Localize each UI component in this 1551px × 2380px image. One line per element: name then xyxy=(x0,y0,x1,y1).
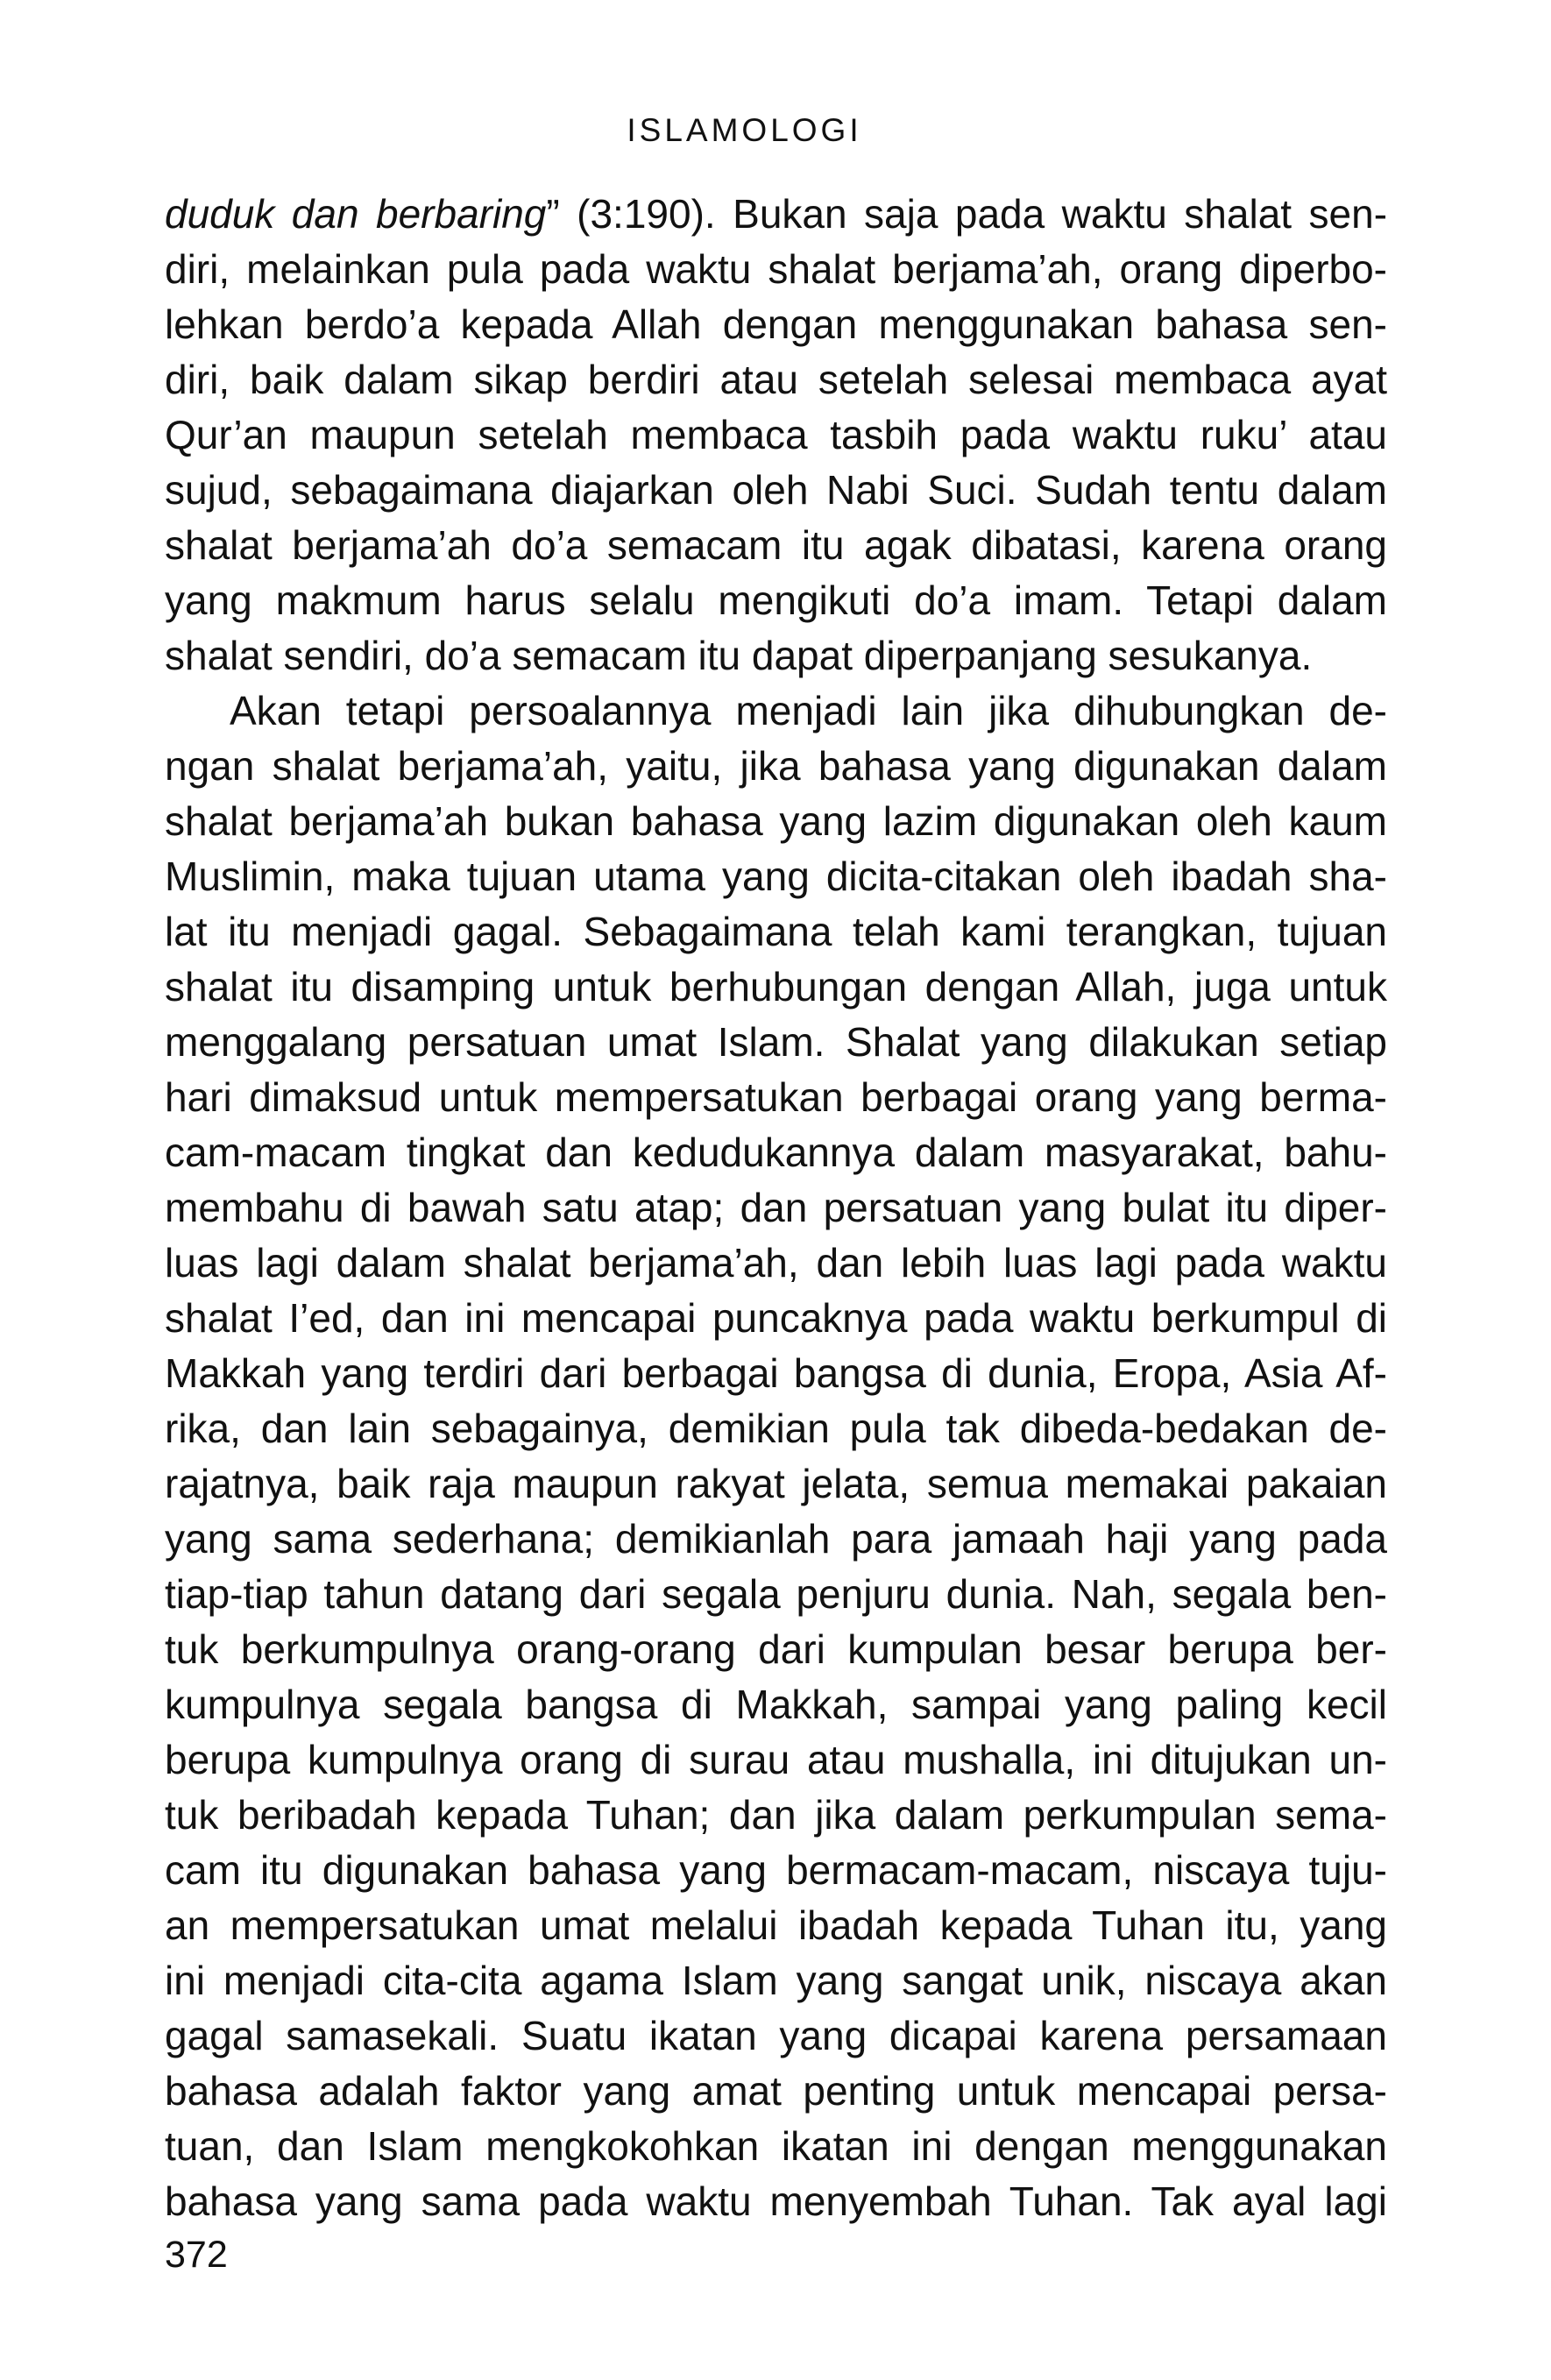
text-segment: Makkah yang terdiri dari berbagai bangsa di dunia, Eropa, Asia Af- xyxy=(165,1350,1387,1396)
running-header: ISLAMOLOGI xyxy=(627,112,862,148)
text-segment: ngan shalat berjama’ah, yaitu, jika bahasa yang digunakan dalam xyxy=(165,743,1387,789)
text-line xyxy=(165,518,1387,573)
text-line xyxy=(165,684,1387,739)
text-segment: shalat itu disamping untuk berhubungan dengan Allah, juga untuk xyxy=(165,964,1387,1009)
text-line xyxy=(165,1346,1387,1401)
text-line xyxy=(165,2008,1387,2064)
text-line xyxy=(165,187,1387,242)
text-line xyxy=(165,2174,1387,2229)
text-segment: hari dimaksud untuk mempersatukan berbagai orang yang berma- xyxy=(165,1074,1387,1120)
text-line xyxy=(165,1512,1387,1567)
text-line xyxy=(165,2119,1387,2174)
text-segment: rajatnya, baik raja maupun rakyat jelata, semua memakai pakaian xyxy=(165,1461,1387,1506)
text-line xyxy=(165,1622,1387,1677)
text-segment: cam-macam tingkat dan kedudukannya dalam masyarakat, bahu- xyxy=(165,1130,1387,1175)
text-line xyxy=(165,1236,1387,1291)
text-segment: Muslimin, maka tujuan utama yang dicita-citakan oleh ibadah sha- xyxy=(165,854,1387,899)
text-segment: luas lagi dalam shalat berjama’ah, dan lebih luas lagi pada waktu xyxy=(165,1240,1387,1286)
text-line xyxy=(165,1843,1387,1898)
text-segment: ” (3:190). Bukan saja pada waktu shalat sen- xyxy=(546,191,1388,237)
text-line xyxy=(165,794,1387,849)
text-segment: diri, melainkan pula pada waktu shalat berjama’ah, orang diperbo- xyxy=(165,246,1387,292)
text-line xyxy=(165,297,1387,352)
text-line xyxy=(165,1456,1387,1512)
text-line xyxy=(165,1567,1387,1622)
text-line xyxy=(165,1180,1387,1236)
text-line xyxy=(165,960,1387,1015)
text-segment: sujud, sebagaimana diajarkan oleh Nabi Suci. Sudah tentu dalam xyxy=(165,467,1387,513)
text-segment: lat itu menjadi gagal. Sebagaimana telah kami terangkan, tujuan xyxy=(165,909,1387,954)
text-segment: Akan tetapi persoalannya menjadi lain jika dihubungkan de- xyxy=(230,688,1387,733)
text-segment: gagal samasekali. Suatu ikatan yang dicapai karena persamaan xyxy=(165,2013,1387,2058)
text-line xyxy=(165,1732,1387,1788)
text-segment: bahasa yang sama pada waktu menyembah Tuhan. Tak ayal lagi xyxy=(165,2178,1387,2224)
text-line xyxy=(165,1291,1387,1346)
text-line xyxy=(165,352,1387,407)
text-line xyxy=(165,1788,1387,1843)
text-segment: shalat sendiri, do’a semacam itu dapat diperpanjang sesukanya. xyxy=(165,633,1313,678)
text-line xyxy=(165,242,1387,297)
text-line xyxy=(165,904,1387,960)
text-segment: yang makmum harus selalu mengikuti do’a imam. Tetapi dalam xyxy=(165,577,1387,623)
text-line xyxy=(165,463,1387,518)
text-line xyxy=(165,1677,1387,1732)
text-line xyxy=(165,1070,1387,1125)
text-line xyxy=(165,573,1387,628)
text-line xyxy=(165,1401,1387,1456)
text-segment: kumpulnya segala bangsa di Makkah, sampai yang paling kecil xyxy=(165,1682,1387,1727)
text-segment: tuan, dan Islam mengkokohkan ikatan ini dengan menggunakan xyxy=(165,2123,1387,2169)
text-segment: tuk beribadah kepada Tuhan; dan jika dalam perkumpulan sema- xyxy=(165,1792,1387,1838)
page-body-text xyxy=(165,187,1387,2229)
text-line xyxy=(165,1953,1387,2008)
text-segment: bahasa adalah faktor yang amat penting untuk mencapai persa- xyxy=(165,2068,1387,2114)
text-segment: an mempersatukan umat melalui ibadah kepada Tuhan itu, yang xyxy=(165,1902,1387,1948)
text-line xyxy=(165,1898,1387,1953)
text-line xyxy=(165,2064,1387,2119)
page-number: 372 xyxy=(165,2234,228,2276)
text-segment: rika, dan lain sebagainya, demikian pula tak dibeda-bedakan de- xyxy=(165,1406,1387,1451)
text-segment: membahu di bawah satu atap; dan persatuan yang bulat itu diper- xyxy=(165,1185,1387,1230)
text-segment: shalat I’ed, dan ini mencapai puncaknya pada waktu berkumpul di xyxy=(165,1295,1387,1341)
text-line xyxy=(165,407,1387,463)
text-line xyxy=(165,849,1387,904)
text-segment: Qur’an maupun setelah membaca tasbih pada waktu ruku’ atau xyxy=(165,412,1387,457)
italic-text-segment: duduk dan berbaring xyxy=(165,191,547,237)
text-segment: ini menjadi cita-cita agama Islam yang sangat unik, niscaya akan xyxy=(165,1958,1387,2003)
text-line xyxy=(165,1015,1387,1070)
text-line xyxy=(165,739,1387,794)
text-line xyxy=(165,1125,1387,1180)
text-segment: tiap-tiap tahun datang dari segala penjuru dunia. Nah, segala ben- xyxy=(165,1571,1387,1617)
text-segment: diri, baik dalam sikap berdiri atau setelah selesai membaca ayat xyxy=(165,357,1387,402)
text-segment: cam itu digunakan bahasa yang bermacam-macam, niscaya tuju- xyxy=(165,1847,1387,1893)
text-segment: shalat berjama’ah bukan bahasa yang lazim digunakan oleh kaum xyxy=(165,798,1387,844)
text-segment: lehkan berdo’a kepada Allah dengan menggunakan bahasa sen- xyxy=(165,301,1387,347)
text-segment: yang sama sederhana; demikianlah para jamaah haji yang pada xyxy=(165,1516,1387,1562)
text-segment: shalat berjama’ah do’a semacam itu agak dibatasi, karena orang xyxy=(165,522,1387,568)
text-segment: berupa kumpulnya orang di surau atau mushalla, ini ditujukan un- xyxy=(165,1737,1387,1782)
text-segment: tuk berkumpulnya orang-orang dari kumpulan besar berupa ber- xyxy=(165,1626,1387,1672)
text-line xyxy=(165,628,1387,684)
text-segment: menggalang persatuan umat Islam. Shalat yang dilakukan setiap xyxy=(165,1019,1387,1065)
